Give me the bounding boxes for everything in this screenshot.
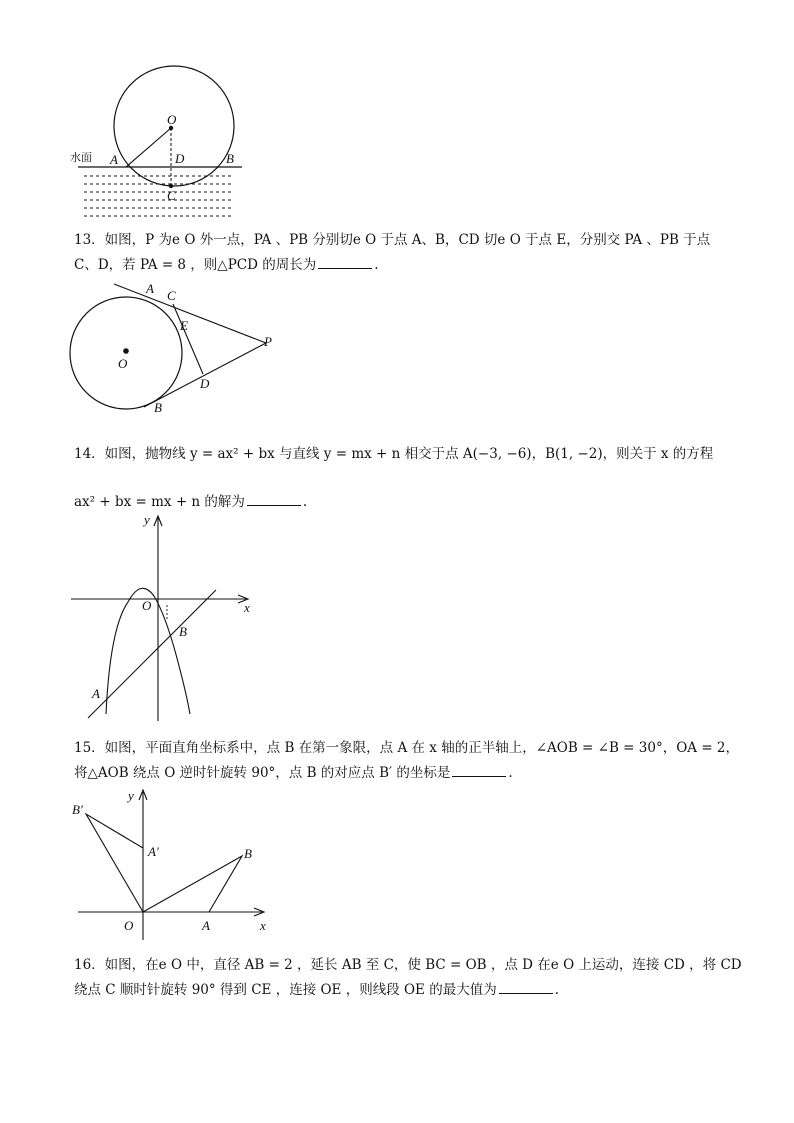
q13-line1: 13．如图，P 为e O 外一点，PA 、PB 分别切e O 于点 A、B，CD 切e O 于点 E，分别交 PA 、PB 于点 xyxy=(74,232,711,248)
q13-end: . xyxy=(374,257,379,273)
label-b-prime: B′ xyxy=(72,802,83,817)
label-p: P xyxy=(264,334,272,349)
label-b: B xyxy=(179,624,187,639)
label-a: A xyxy=(110,152,118,167)
tangent-cd xyxy=(173,304,203,374)
segment-oa xyxy=(126,128,171,167)
question-15 xyxy=(74,736,740,786)
label-c: C xyxy=(167,288,176,303)
label-a: A xyxy=(202,918,210,933)
figure-q14 xyxy=(66,508,266,723)
label-c: C xyxy=(167,188,176,203)
label-o: O xyxy=(142,598,152,613)
label-a-prime: A′ xyxy=(148,844,159,859)
label-y: y xyxy=(144,512,150,527)
answer-blank-13[interactable] xyxy=(318,254,372,269)
answer-blank-14[interactable] xyxy=(247,491,301,506)
triangle-aob xyxy=(143,856,242,912)
line-ab xyxy=(88,590,216,718)
label-d: D xyxy=(175,151,185,166)
label-o: O xyxy=(124,918,134,933)
q14-end: . xyxy=(302,494,308,510)
tangent-pa xyxy=(114,284,266,343)
q15-line2 xyxy=(74,761,724,786)
q14-line1: 14．如图，抛物线 y = ax² + bx 与直线 y = mx + n 相交于点 A(−3, −6)，B(1, −2)，则关于 x 的方程 xyxy=(74,446,714,462)
label-x: x xyxy=(260,918,266,933)
q15-end: . xyxy=(508,765,513,781)
label-x: x xyxy=(244,600,250,615)
q15-line1: 15．如图，平面直角坐标系中，点 B 在第一象限，点 A 在 x 轴的正半轴上，∠AOB = ∠B = 30°，OA = 2， xyxy=(74,740,740,756)
label-d: D xyxy=(200,376,210,391)
water-dashes xyxy=(84,176,234,216)
label-y: y xyxy=(128,788,134,803)
tangent-pb xyxy=(144,343,266,407)
label-b: B xyxy=(244,846,252,861)
question-16 xyxy=(74,953,742,1003)
label-a: A xyxy=(92,686,100,701)
figure-q12 xyxy=(66,66,246,226)
answer-blank-16[interactable] xyxy=(499,979,553,994)
label-b: B xyxy=(226,151,234,166)
label-o: O xyxy=(118,356,128,371)
figure-q15 xyxy=(66,784,276,942)
label-e: E xyxy=(180,318,188,333)
q16-line2-text: 绕点 C 顺时针旋转 90° 得到 CE ，连接 OE ，则线段 OE 的最大值为 xyxy=(74,982,497,998)
label-o: O xyxy=(167,112,177,127)
label-a: A xyxy=(146,281,154,296)
question-13 xyxy=(74,228,724,278)
answer-blank-15[interactable] xyxy=(452,762,506,777)
water-label: 水面 xyxy=(70,151,92,164)
point-o xyxy=(123,348,129,354)
q16-line2 xyxy=(74,978,724,1003)
q16-line1: 16．如图，在e O 中，直径 AB = 2 ，延长 AB 至 C，使 BC = OB ，点 D 在e O 上运动，连接 CD ，将 CD xyxy=(74,957,742,973)
label-b: B xyxy=(154,400,162,415)
q13-line2 xyxy=(74,253,724,278)
q16-end: . xyxy=(554,982,559,998)
q15-line2-text: 将△AOB 绕点 O 逆时针旋转 90°，点 B 的对应点 B′ 的坐标是 xyxy=(74,765,451,781)
triangle-a-prime-o-b-prime xyxy=(86,814,143,912)
q13-line2-text: C、D，若 PA = 8 ，则△PCD 的周长为 xyxy=(74,257,317,273)
figure-q13 xyxy=(66,280,286,420)
q14-line2-text: ax² + bx = mx + n 的解为 xyxy=(74,494,245,510)
